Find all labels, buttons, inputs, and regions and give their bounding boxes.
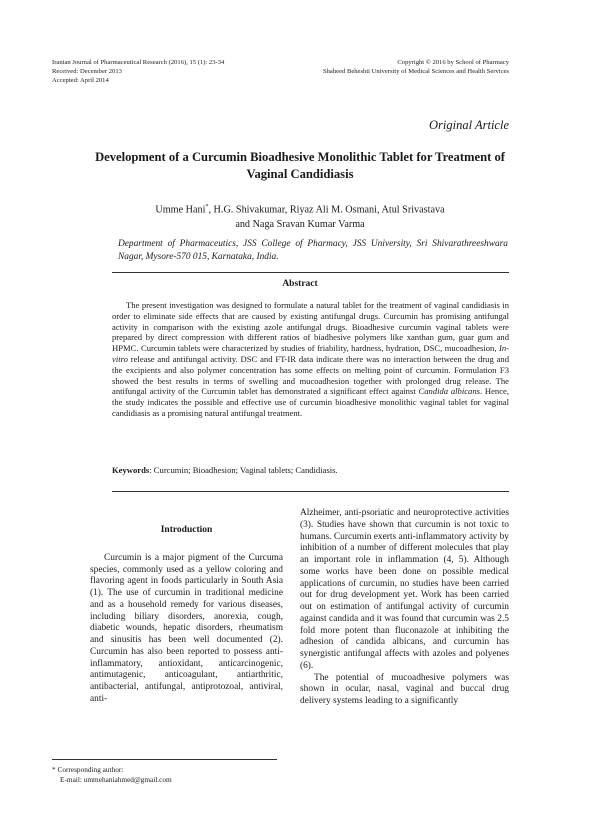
intro-paragraph-1: Curcumin is a major pigment of the Curcuma species, commonly used as a yellow coloring and flavoring agent in foods particularly in South Asia (1). The use of curcumin in traditional medicine and as a household remedy for various diseases, including biliary disorders, anorexia, cough, diabetic wounds, hepatic disorders, rheumatism and sinusitis has been well documented (2). Curcumin has also been reported to possess anti-inflammatory, antioxidant, anticarcinogenic, antimutagenic, anticoagulant, antiarthritic, antibacterial, antifungal, antiprotozoal, antiviral, anti- (90, 552, 283, 704)
corresponding-mark: * (205, 204, 209, 210)
intro-paragraph-3: The potential of mucoadhesive polymers was shown in ocular, nasal, vaginal and buccal drug delivery systems leading to a significantly (300, 672, 509, 706)
keywords (112, 465, 509, 475)
first-author: Umme Hani (155, 204, 206, 216)
footnote (52, 765, 292, 785)
accepted-date: Accepted: April 2014 (52, 77, 109, 84)
keywords-label: Keywords (112, 465, 150, 475)
journal-citation: Iranian Journal of Pharmaceutical Research (2016), 15 (1): 23-34 (52, 59, 225, 66)
author-list (90, 200, 510, 232)
article-type: Original Article (429, 118, 509, 132)
abstract-body (112, 300, 509, 419)
abstract-text-3: . Hence, the study indicates the possible and effective use of curcumin bioadhesive monolithic vaginal tablet for vaginal candidiasis as a promising natural antifungal treatment. (112, 386, 509, 418)
introduction-heading: Introduction (160, 525, 213, 535)
abstract-italic-invitro: In-vitro (112, 343, 509, 364)
abstract-heading: Abstract (282, 279, 318, 289)
intro-paragraph-2: Alzheimer, anti-psoriatic and neuroprotective activities (3). Studies have shown that curcumin is not toxic to humans. Curcumin exerts anti-inflammatory activity by inhibition of a number of different molecules that play an important role in inflammation (4, 5). Although some works have been done on possible medical applications of curcumin, no studies have been carried out for drug development yet. Work has been carried out on estimation of antifungal activity of curcumin against candida and it was found that curcumin was 2.5 fold more potent than fluconazole at inhibiting the adhesion of candida albicans, and curcumin has synergistic antifungal affects with azoles and polyenes (6). (300, 508, 509, 671)
article-title: Development of a Curcumin Bioadhesive Monolithic Tablet for Treatment of Vaginal Candidiasis (95, 150, 505, 181)
corresponding-author-note: * Corresponding author: (52, 765, 124, 774)
right-column (300, 508, 509, 708)
abstract-text-2: release and antifungal activity. DSC and FT-IR data indicate there was no interaction between the drug and the excipients and also polymer concentration has some effects on melting point of curcumin. Formulation F3 showed the best results in terms of swelling and mucoadhesion together with prolonged drug release. The antifungal activity of the Curcumin tablet has demonstrated a significant effect against (112, 353, 509, 397)
abstract-italic-species: Candida albicans (418, 386, 480, 397)
abstract-bottom-rule (112, 491, 509, 492)
university-line: Shaheed Beheshti University of Medical Sciences and Health Services (322, 68, 509, 75)
abstract-text-1: The present investigation was designed to formulate a natural tablet for the treatment of vaginal candidiasis in order to eliminate side effects that are caused by existing antifungal drugs. Curcumin has promising antifungal activity in comparison with the existing azole antifungal drugs. Bioadhesive curcumin vaginal tablets were prepared by direct compression with different ratios of biadhesive polymers like xanthan gum, guar gum and HPMC. Curcumin tablets were characterized by studies of friability, hardness, hydration, DSC, mucoadhesion, (112, 300, 509, 354)
left-column (90, 525, 283, 706)
abstract-top-rule (112, 272, 509, 273)
corresponding-email: E-mail: ummehaniahmed@gmail.com (60, 775, 172, 784)
authors-line-2: and Naga Sravan Kumar Varma (235, 219, 365, 231)
authors-line-1: , H.G. Shivakumar, Riyaz Ali M. Osmani, Atul Srivastava (208, 204, 445, 216)
keywords-text: : Curcumin; Bioadhesion; Vaginal tablets; Candidiasis. (149, 465, 338, 475)
copyright-line: Copyright © 2016 by School of Pharmacy (397, 59, 509, 66)
running-header-right (249, 58, 509, 76)
received-date: Received: December 2013 (52, 68, 122, 75)
footnote-rule (52, 759, 277, 760)
affiliation: Department of Pharmaceutics, JSS College of Pharmacy, JSS University, Sri Shivarathreeshwara Nagar, Mysore-570 015, Karnataka, India. (118, 239, 508, 262)
